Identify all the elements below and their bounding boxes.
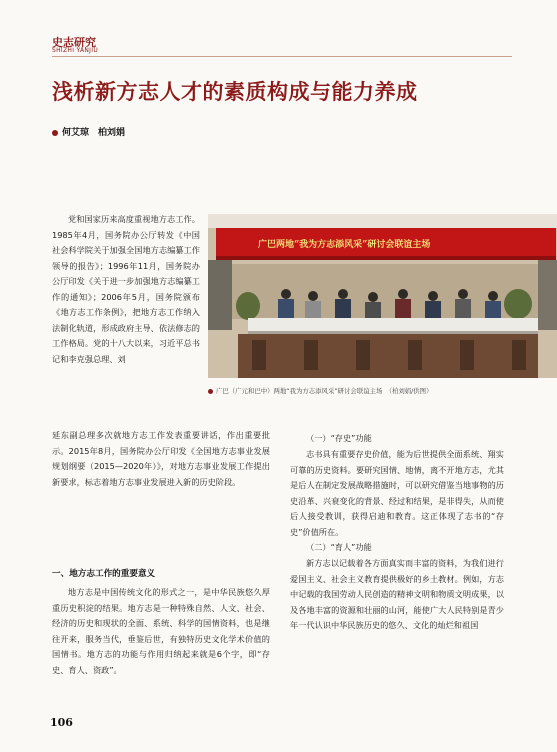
intro-continuation: 延东副总理多次就地方志工作发表重要讲话，作出重要批示。2015年8月，国务院办公厅印发《全国地方志事业发展规划纲要（2015—2020年）》，对地方志事业发展工作提出新要求，标志着地方志事业发展进入新的历史阶段。 <box>52 430 270 487</box>
intro-paragraph <box>52 212 200 367</box>
section-subtitle: SHIZHI YANJIU <box>52 47 99 54</box>
authors-text: 何艾琼 柏刘娟 <box>62 128 126 138</box>
meeting-photo <box>208 214 557 378</box>
meeting-photo-illustration <box>208 214 557 378</box>
subsection-1-heading: （一）“存史”功能 <box>306 433 372 443</box>
section-1 <box>52 567 270 678</box>
article-title: 浅析新方志人才的素质构成与能力养成 <box>52 79 418 104</box>
section-1-paragraph: 地方志是中国传统文化的形式之一，是中华民族悠久厚重历史积淀的结果。地方志是一种特殊自然、人文、社会、经济的历史和现状的全面、系统、科学的国情资料，也是继往开来，服务当代，垂鉴后世，有独特历史文化学术价值的国情书。地方志的功能与作用归纳起来就是6个字，即“存史、育人、资政”。 <box>52 587 270 675</box>
subsection-2-paragraph: 新方志以记载着各方面真实而丰富的资料，为我们进行爱国主义、社会主义教育提供极好的乡土教材。例如，方志中记载的我国劳动人民创造的精神文明和物质文明成果，以及各地丰富的资源和壮丽的山河，能使广大人民特别是青少年一代认识中华民族历史的悠久、文化的灿烂和祖国 <box>290 558 504 630</box>
intro-text: 党和国家历来高度重视地方志工作。1985年4月，国务院办公厅转发《中国社会科学院关于加强全国地方志编纂工作领导的报告》；1996年11月，国务院办公厅印发《关于进一步加强地方志编纂工作的通知》；2006年5月，国务院颁布《地方志工作条例》，把地方志工作纳入法制化轨道，形成政府主导、依法修志的工作格局。党的十八大以来，习近平总书记和李克强总理、刘 <box>52 214 200 364</box>
caption-bullet-icon <box>208 389 213 394</box>
section-1-heading: 一、地方志工作的重要意义 <box>52 569 156 579</box>
subsection-1-paragraph: 志书具有重要存史价值，能为后世提供全面系统、翔实可靠的历史资料。要研究国情、地情，离不开地方志，尤其是后人在制定发展战略措施时，可以研究借鉴当地事物的历史沿革、兴衰变化的背景、经过和结果，是非得失，从而使后人接受教训，获得启迪和教育。这正体现了志书的“存史”价值所在。 <box>290 449 504 537</box>
section-title: 史志研究 <box>52 36 96 49</box>
caption-text: 广巴（广元和巴中）两地“我为方志添风采”研讨会联谊主场 （柏刘娟/供图） <box>216 387 433 395</box>
page-number: 106 <box>50 716 73 729</box>
header-divider <box>52 56 512 57</box>
banner-text: 广巴两地“我为方志添风采”研讨会联谊主场 <box>258 240 431 250</box>
article-authors <box>52 125 125 138</box>
photo-caption <box>208 386 557 395</box>
right-column <box>290 433 504 634</box>
bullet-icon <box>52 130 58 136</box>
subsection-2-heading: （二）“育人”功能 <box>306 542 372 552</box>
